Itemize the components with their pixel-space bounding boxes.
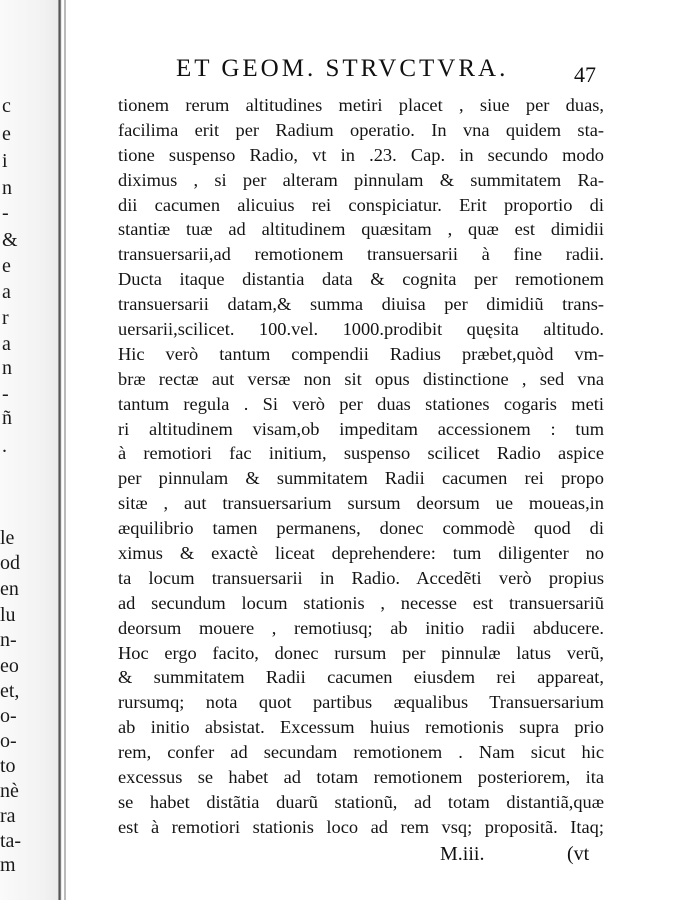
margin-fragment: to bbox=[0, 755, 16, 777]
margin-fragment: e bbox=[2, 123, 11, 145]
margin-fragment: ñ bbox=[2, 407, 12, 429]
margin-fragment: et, bbox=[0, 680, 20, 702]
margin-fragment: nè bbox=[0, 780, 19, 802]
margin-fragment: eo bbox=[0, 655, 19, 677]
text-line: bræ rectæ aut versæ non sit opus distinctione , sed vna bbox=[118, 368, 604, 389]
text-line: Hoc ergo facito, donec rursum per pinnulæ latus verũ, bbox=[118, 642, 604, 663]
margin-fragment: ta- bbox=[0, 830, 22, 852]
margin-fragment: n- bbox=[0, 629, 17, 651]
margin-fragment: c bbox=[2, 95, 11, 117]
text-line: & summitatem Radii cacumen eiusdem rei appareat, bbox=[118, 667, 604, 688]
margin-fragment: lu bbox=[0, 604, 16, 626]
text-line: transuersarii datam,& summa diuisa per dimidiũ trans- bbox=[118, 294, 604, 315]
signature-mark: M.iii. bbox=[440, 843, 485, 865]
text-line: ximus & exactè liceat deprehendere: tum diligenter no bbox=[118, 543, 604, 564]
margin-fragment: . bbox=[2, 435, 7, 457]
text-line: est à remotiori stationis loco ad rem vsq; propositã. Itaq; bbox=[118, 816, 604, 837]
page-number: 47 bbox=[574, 62, 596, 87]
margin-fragment: a bbox=[2, 333, 11, 355]
binding-gutter-shadow bbox=[64, 0, 66, 900]
margin-fragment: le bbox=[0, 527, 15, 549]
text-line: excessus se habet ad totam remotionem posteriorem, ita bbox=[118, 767, 604, 788]
margin-fragment: e bbox=[2, 255, 11, 277]
facing-page-margin-fragments bbox=[0, 0, 56, 900]
text-line: Hic verò tantum compendii Radius præbet,quòd vm- bbox=[118, 343, 604, 364]
text-line: æquilibrio tamen permanens, donec commodè quod di bbox=[118, 518, 604, 539]
margin-fragment: a bbox=[2, 281, 11, 303]
margin-fragment: & bbox=[2, 229, 18, 251]
text-line: Ducta itaque distantia data & cognita per remotionem bbox=[118, 269, 604, 290]
text-line: tionem rerum altitudines metiri placet , siue per duas, bbox=[118, 95, 604, 115]
body-text bbox=[118, 93, 604, 840]
text-line: ad secundum locum stationis , necesse est transuersariũ bbox=[118, 592, 604, 613]
running-title: ET GEOM. STRVCTVRA. bbox=[176, 55, 509, 82]
text-line: diximus , si per alteram pinnulam & summitatem Ra- bbox=[118, 169, 604, 190]
margin-fragment: - bbox=[2, 383, 9, 405]
text-line: ta locum transuersarii in Radio. Accedẽti verò propius bbox=[118, 567, 604, 588]
text-line: tantum regula . Si verò per duas stationes cogaris meti bbox=[118, 393, 604, 414]
text-line: ab initio absistat. Excessum huius remotionis supra prio bbox=[118, 717, 604, 738]
margin-fragment: n bbox=[2, 177, 12, 199]
text-line: transuersarii,ad remotionem transuersarii à fine radii. bbox=[118, 244, 604, 265]
margin-fragment: m bbox=[0, 854, 16, 876]
margin-fragment: r bbox=[2, 307, 9, 329]
text-line: per pinnulam & summitatem Radii cacumen rei propo bbox=[118, 468, 604, 489]
text-line: tione suspenso Radio, vt in .23. Cap. in secundo modo bbox=[118, 144, 604, 165]
text-line: se habet distãtia duarũ stationũ, ad totam distantiã,quæ bbox=[118, 791, 604, 812]
margin-fragment: i bbox=[2, 150, 8, 172]
text-line: dii cacumen alicuius rei conspiciatur. Erit proportio di bbox=[118, 194, 604, 215]
text-line: rursumq; nota quot partibus æqualibus Transuersarium bbox=[118, 692, 604, 713]
margin-fragment: od bbox=[0, 552, 20, 574]
margin-fragment: o- bbox=[0, 730, 17, 752]
margin-fragment: - bbox=[2, 202, 9, 224]
text-line: uersarii,scilicet. 100.vel. 1000.prodibit quęsita altitudo. bbox=[118, 319, 604, 340]
catchword: (vt bbox=[567, 843, 590, 865]
text-line: ri altitudinem visam,ob impeditam accessionem : tum bbox=[118, 418, 604, 439]
text-line: deorsum mouere , remotiusq; ab initio radii abducere. bbox=[118, 617, 604, 638]
text-line: à remotiori fac initium, suspenso scilicet Radio aspice bbox=[118, 443, 604, 464]
binding-gutter bbox=[58, 0, 61, 900]
text-line: facilima erit per Radium operatio. In vna quidem sta- bbox=[118, 119, 604, 140]
margin-fragment: n bbox=[2, 357, 12, 379]
text-line: sitæ , aut transuersarium sursum deorsum ue moueas,in bbox=[118, 493, 604, 514]
text-line: rem, confer ad secundam remotionem . Nam sicut hic bbox=[118, 742, 604, 763]
text-line: stantiæ tuæ ad altitudinem quæsitam , quæ est dimidii bbox=[118, 219, 604, 240]
margin-fragment: o- bbox=[0, 705, 17, 727]
margin-fragment: en bbox=[0, 578, 19, 600]
margin-fragment: ra bbox=[0, 805, 16, 827]
